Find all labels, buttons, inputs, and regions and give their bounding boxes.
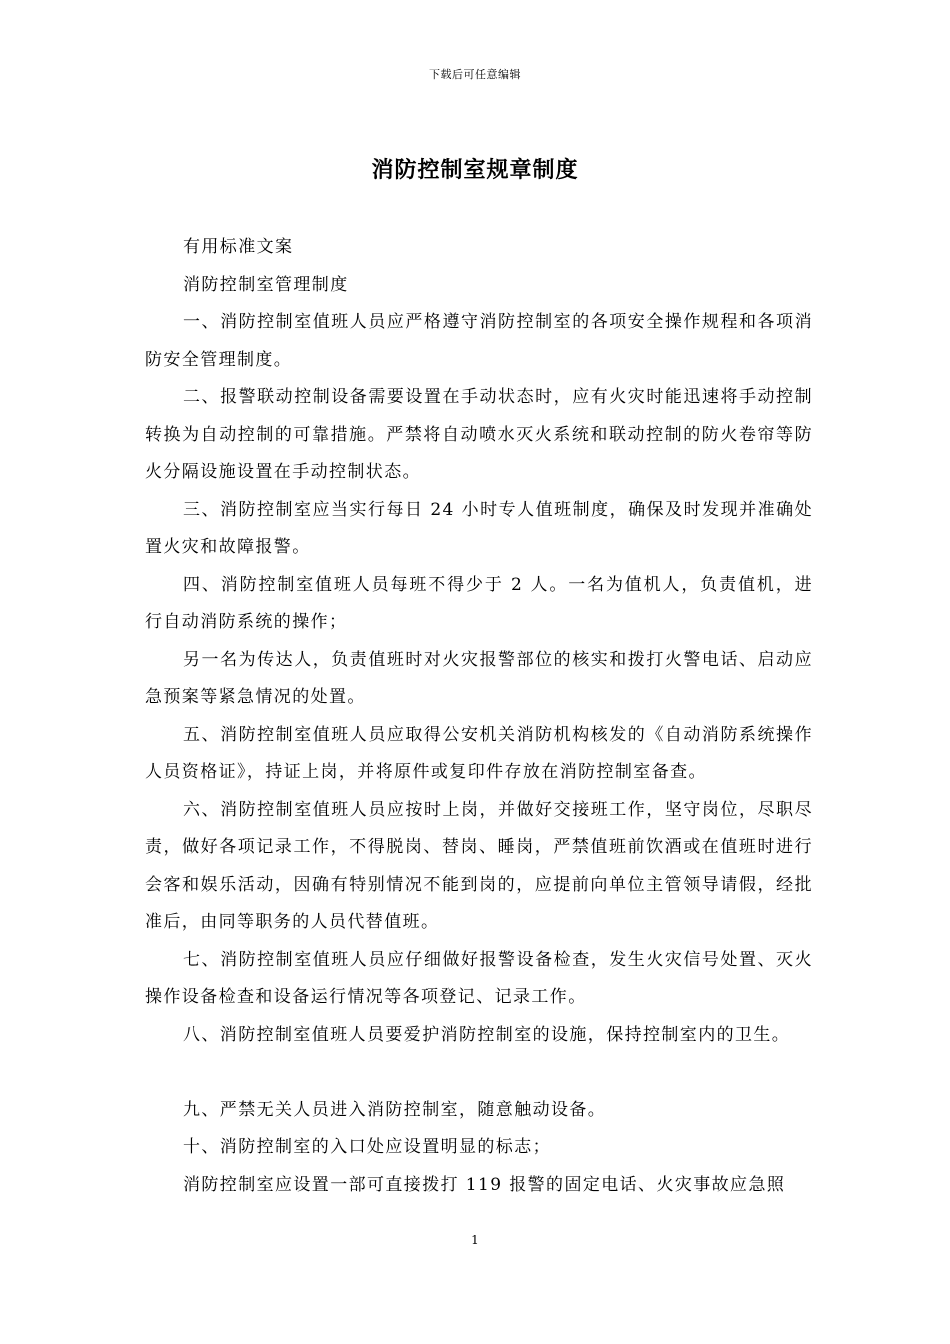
paragraph-rule-8: 八、消防控制室值班人员要爱护消防控制室的设施，保持控制室内的卫生。: [183, 1024, 791, 1045]
paragraph-rule-9: 九、严禁无关人员进入消防控制室，随意触动设备。: [183, 1099, 607, 1120]
paragraph-rule-10: 十、消防控制室的入口处应设置明显的标志；: [183, 1137, 551, 1157]
header-note: 下载后可任意编辑: [429, 68, 521, 81]
document-body: [145, 229, 813, 1204]
paragraph-rule-3: 三、消防控制室应当实行每日 24 小时专人值班制度，确保及时发现并准确处置火灾和故障报警。: [145, 499, 813, 557]
paragraph-rule-7: 七、消防控制室值班人员应仔细做好报警设备检查，发生火灾信号处置、灭火操作设备检查和设备运行情况等各项登记、记录工作。: [145, 949, 813, 1007]
paragraph-rule-1: 一、消防控制室值班人员应严格遵守消防控制室的各项安全操作规程和各项消防安全管理制度。: [145, 312, 813, 370]
paragraph-rule-5: 五、消防控制室值班人员应取得公安机关消防机构核发的《自动消防系统操作人员资格证》，持证上岗，并将原件或复印件存放在消防控制室备查。: [145, 724, 813, 782]
paragraph-rule-4-continued: 另一名为传达人，负责值班时对火灾报警部位的核实和拨打火警电话、启动应急预案等紧急情况的处置。: [145, 649, 813, 707]
paragraph-rule-6: 六、消防控制室值班人员应按时上岗，并做好交接班工作，坚守岗位，尽职尽责，做好各项记录工作，不得脱岗、替岗、睡岗，严禁值班前饮酒或在值班时进行会客和娱乐活动，因确有特别情况不能到岗的，应提前向单位主管领导请假，经批准后，由同等职务的人员代替值班。: [145, 799, 813, 932]
paragraph-section-heading: 消防控制室管理制度: [183, 274, 349, 295]
document-title: 消防控制室规章制度: [371, 158, 579, 183]
paragraph-rule-2: 二、报警联动控制设备需要设置在手动状态时，应有火灾时能迅速将手动控制转换为自动控制的可靠措施。严禁将自动喷水灭火系统和联动控制的防火卷帘等防火分隔设施设置在手动控制状态。: [145, 387, 813, 482]
paragraph-rule-4: 四、消防控制室值班人员每班不得少于 2 人。一名为值机人，负责值机，进行自动消防系统的操作；: [145, 574, 813, 632]
page-number: 1: [471, 1233, 479, 1247]
paragraph-rule-10-continued: 消防控制室应设置一部可直接拨打 119 报警的固定电话、火灾事故应急照: [183, 1174, 786, 1195]
paragraph-subtitle: 有用标准文案: [183, 237, 294, 257]
